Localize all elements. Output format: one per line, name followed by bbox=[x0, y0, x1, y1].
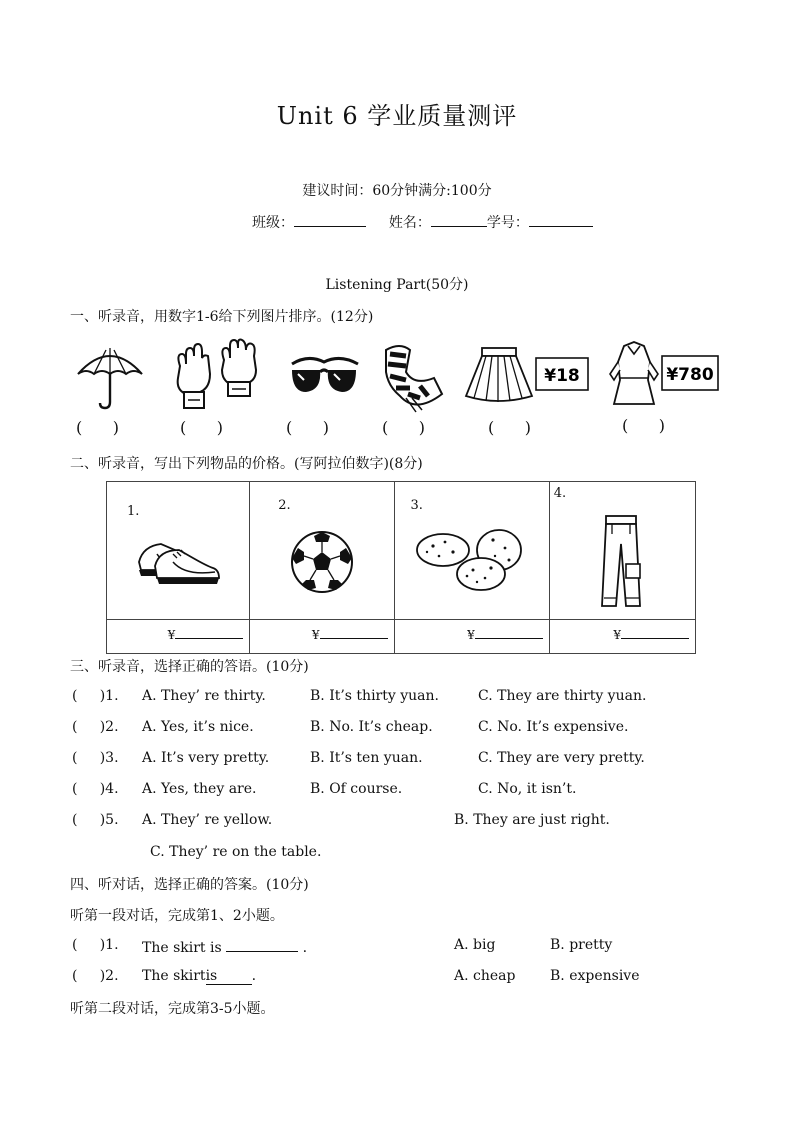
q4-1-blank[interactable] bbox=[226, 937, 298, 952]
price-blank-3[interactable] bbox=[475, 624, 543, 639]
price-blank-4[interactable] bbox=[621, 624, 689, 639]
q3-1-option-b: B. It’s thirty yuan. bbox=[310, 688, 439, 704]
q3-5-option-a: A. They’ re yellow. bbox=[142, 812, 273, 828]
q3-4-option-a: A. Yes, they are. bbox=[142, 781, 257, 797]
student-info bbox=[252, 212, 593, 232]
answer-bracket-5[interactable]: ( ) bbox=[488, 418, 531, 437]
dialog1-instruction: 听第一段对话，完成第1、2小题。 bbox=[70, 908, 284, 924]
q4-2-stem-text: The skirt bbox=[142, 968, 206, 984]
sneakers-icon bbox=[137, 536, 221, 586]
price-cell-1[interactable] bbox=[107, 620, 250, 654]
gloves-icon bbox=[172, 340, 262, 414]
umbrella-icon bbox=[76, 344, 144, 412]
q3-1-lead[interactable]: ( )1. bbox=[72, 688, 119, 704]
q3-2-lead[interactable]: ( )2. bbox=[72, 719, 119, 735]
item-number: 4. bbox=[553, 486, 567, 501]
q4-1-stem-text: The skirt is bbox=[142, 940, 222, 956]
q3-3-option-b: B. It’s ten yuan. bbox=[310, 750, 423, 766]
page-title: Unit 6 学业质量测评 bbox=[276, 102, 518, 130]
q4-2-blank[interactable] bbox=[206, 968, 252, 985]
q3-2-option-b: B. No. It’s cheap. bbox=[310, 719, 433, 735]
item-number: 3. bbox=[410, 498, 423, 513]
q4-2-end: . bbox=[251, 968, 257, 984]
class-blank[interactable] bbox=[294, 212, 366, 227]
section1-heading: 一、听录音，用数字1-6给下列图片排序。(12分) bbox=[70, 309, 374, 325]
price-cell-4[interactable] bbox=[549, 620, 695, 654]
q3-3-lead[interactable]: ( )3. bbox=[72, 750, 119, 766]
yen-sign: ¥ bbox=[311, 628, 320, 642]
item-cell-3 bbox=[394, 482, 549, 620]
q4-2-lead[interactable]: ( )2. bbox=[72, 968, 119, 984]
item-cell-2 bbox=[250, 482, 394, 620]
q4-2-stem bbox=[142, 968, 256, 985]
price-blank-1[interactable] bbox=[175, 624, 243, 639]
yen-sign: ¥ bbox=[467, 628, 475, 642]
item-cell-4 bbox=[549, 482, 695, 620]
name-label: 姓名： bbox=[388, 215, 431, 231]
q3-4-lead[interactable]: ( )4. bbox=[72, 781, 119, 797]
price-blank-2[interactable] bbox=[320, 624, 388, 639]
q3-5-option-c: C. They’ re on the table. bbox=[150, 844, 322, 860]
q3-2-option-c: C. No. It’s expensive. bbox=[478, 719, 629, 735]
sunglasses-icon bbox=[288, 354, 362, 402]
q3-3-option-a: A. It’s very pretty. bbox=[142, 750, 270, 766]
q4-1-stem bbox=[142, 937, 307, 956]
q4-1-end: . bbox=[302, 940, 308, 956]
section3-heading: 三、听录音，选择正确的答语。(10分) bbox=[70, 659, 309, 675]
q3-5-lead[interactable]: ( )5. bbox=[72, 812, 119, 828]
q3-2-option-a: A. Yes, it’s nice. bbox=[142, 719, 254, 735]
potatoes-icon bbox=[415, 526, 527, 592]
answer-bracket-4[interactable]: ( ) bbox=[382, 418, 425, 437]
id-label: 学号： bbox=[486, 215, 529, 231]
q3-1-option-c: C. They are thirty yuan. bbox=[478, 688, 647, 704]
answer-bracket-1[interactable]: ( ) bbox=[76, 418, 119, 437]
q3-4-option-c: C. No, it isn’t. bbox=[478, 781, 577, 797]
price-cell-2[interactable] bbox=[250, 620, 394, 654]
soccer-ball-icon bbox=[290, 530, 354, 594]
q4-2-option-b: B. expensive bbox=[550, 968, 640, 984]
dress-icon bbox=[610, 340, 722, 410]
q4-2-option-a: A. cheap bbox=[454, 968, 516, 984]
yen-sign: ¥ bbox=[613, 628, 621, 642]
name-blank[interactable] bbox=[431, 212, 487, 227]
dress-price-tag: ¥780 bbox=[666, 365, 714, 385]
q4-1-option-a: A. big bbox=[454, 937, 496, 953]
skirt-icon bbox=[464, 346, 590, 406]
answer-bracket-2[interactable]: ( ) bbox=[180, 418, 223, 437]
price-table bbox=[106, 481, 696, 654]
id-blank[interactable] bbox=[529, 212, 593, 227]
dialog2-instruction: 听第二段对话，完成第3-5小题。 bbox=[70, 1001, 275, 1017]
answer-bracket-6[interactable]: ( ) bbox=[622, 416, 665, 435]
q3-5-option-b: B. They are just right. bbox=[454, 812, 610, 828]
item-cell-1 bbox=[107, 482, 250, 620]
q3-4-option-b: B. Of course. bbox=[310, 781, 403, 797]
listening-part-heading: Listening Part(50分) bbox=[325, 277, 469, 293]
item-number: 2. bbox=[278, 498, 291, 513]
q3-1-option-a: A. They’ re thirty. bbox=[142, 688, 266, 704]
q4-2-fill: is bbox=[205, 968, 218, 984]
scarf-icon bbox=[376, 342, 446, 416]
section2-heading: 二、听录音，写出下列物品的价格。(写阿拉伯数字)(8分) bbox=[70, 456, 423, 472]
price-cell-3[interactable] bbox=[394, 620, 549, 654]
time-info: 建议时间：60分钟满分:100分 bbox=[302, 183, 492, 199]
answer-bracket-3[interactable]: ( ) bbox=[286, 418, 329, 437]
q4-1-lead[interactable]: ( )1. bbox=[72, 937, 119, 953]
item-number: 1. bbox=[127, 504, 140, 519]
trousers-icon bbox=[600, 514, 646, 610]
section4-heading: 四、听对话，选择正确的答案。(10分) bbox=[70, 877, 309, 893]
skirt-price-tag: ¥18 bbox=[544, 366, 580, 386]
q3-3-option-c: C. They are very pretty. bbox=[478, 750, 645, 766]
q4-1-option-b: B. pretty bbox=[550, 937, 613, 953]
class-label: 班级： bbox=[252, 215, 294, 231]
yen-sign: ¥ bbox=[167, 628, 176, 642]
